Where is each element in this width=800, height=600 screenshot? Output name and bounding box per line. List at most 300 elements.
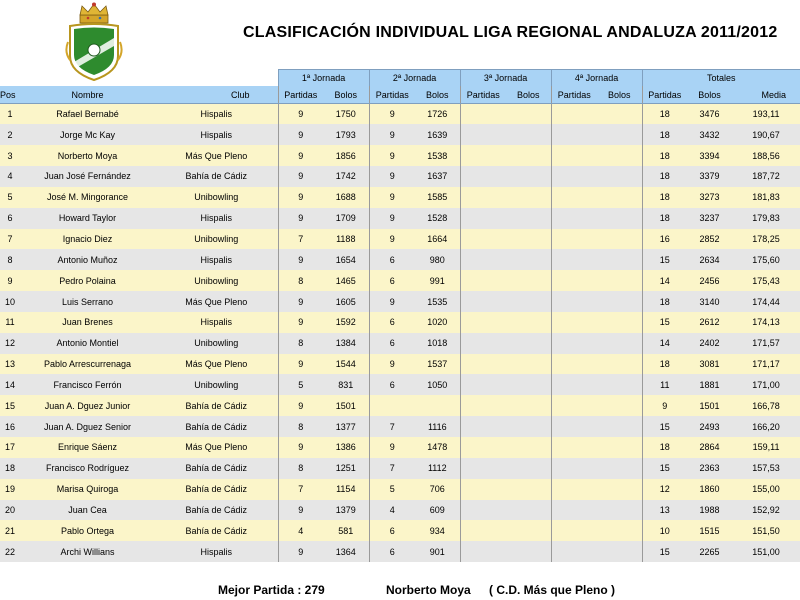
row-j3-bolos [506,104,551,125]
row-j3-bolos [506,520,551,541]
row-j2-bolos: 1528 [415,208,460,229]
row-club: Bahía de Cádiz [155,479,278,500]
row-club: Unibowling [155,374,278,395]
row-j1-bolos: 1605 [323,291,369,312]
row-j1-partidas: 9 [278,395,323,416]
row-pos: 9 [0,270,20,291]
row-j4-partidas [551,291,597,312]
row-nombre: Antonio Montiel [20,333,155,354]
row-club: Unibowling [155,229,278,250]
row-j3-bolos [506,270,551,291]
row-pos: 5 [0,187,20,208]
row-total-partidas: 18 [642,104,687,125]
row-nombre: Ignacio Diez [20,229,155,250]
col-header-pos: Pos [0,86,20,104]
row-club: Bahía de Cádiz [155,458,278,479]
row-j4-partidas [551,187,597,208]
row-j1-partidas: 9 [278,437,323,458]
row-j1-bolos: 831 [323,374,369,395]
row-j4-partidas [551,249,597,270]
row-media: 190,67 [732,124,800,145]
row-j3-partidas [460,208,506,229]
row-media: 179,83 [732,208,800,229]
row-nombre: Juan A. Dguez Junior [20,395,155,416]
row-total-bolos: 3476 [687,104,732,125]
row-media: 175,60 [732,249,800,270]
row-nombre: Norberto Moya [20,145,155,166]
row-club: Más Que Pleno [155,145,278,166]
row-j4-bolos [597,395,642,416]
row-media: 151,00 [732,541,800,562]
row-j2-partidas: 9 [369,437,415,458]
row-j4-partidas [551,479,597,500]
table-row [0,333,800,354]
row-j3-partidas [460,416,506,437]
row-j2-partidas: 6 [369,333,415,354]
row-total-partidas: 14 [642,333,687,354]
row-nombre: Pedro Polaina [20,270,155,291]
row-j3-bolos [506,187,551,208]
row-nombre: Enrique Sáenz [20,437,155,458]
row-j1-partidas: 9 [278,187,323,208]
row-j2-bolos: 934 [415,520,460,541]
row-j3-bolos [506,437,551,458]
row-j3-bolos [506,291,551,312]
row-j3-partidas [460,312,506,333]
row-j2-bolos: 980 [415,249,460,270]
row-j3-partidas [460,187,506,208]
row-media: 159,11 [732,437,800,458]
row-j4-bolos [597,249,642,270]
row-j2-bolos: 1478 [415,437,460,458]
row-j1-bolos: 1544 [323,354,369,375]
table-row [0,145,800,166]
table-row [0,124,800,145]
row-pos: 18 [0,458,20,479]
row-media: 193,11 [732,104,800,125]
row-j3-partidas [460,395,506,416]
row-j4-bolos [597,104,642,125]
row-pos: 17 [0,437,20,458]
col-header-j2-partidas: Partidas [369,86,415,104]
table-row [0,374,800,395]
row-j2-partidas: 9 [369,145,415,166]
row-j2-partidas: 6 [369,374,415,395]
row-media: 157,53 [732,458,800,479]
col-header-j1-bolos: Bolos [323,86,369,104]
row-j2-partidas: 9 [369,166,415,187]
row-j1-bolos: 1384 [323,333,369,354]
row-pos: 7 [0,229,20,250]
row-nombre: Juan A. Dguez Senior [20,416,155,437]
row-j1-bolos: 1465 [323,270,369,291]
row-total-partidas: 18 [642,187,687,208]
row-j3-bolos [506,312,551,333]
table-row [0,229,800,250]
row-j3-partidas [460,354,506,375]
row-total-partidas: 14 [642,270,687,291]
row-club: Bahía de Cádiz [155,500,278,521]
row-j3-partidas [460,124,506,145]
row-j2-bolos [415,395,460,416]
row-j4-bolos [597,500,642,521]
row-nombre: Jorge Mc Kay [20,124,155,145]
row-total-partidas: 18 [642,437,687,458]
table-row [0,541,800,562]
row-j1-bolos: 1386 [323,437,369,458]
row-total-bolos: 2634 [687,249,732,270]
row-j1-bolos: 1251 [323,458,369,479]
row-nombre: Juan Cea [20,500,155,521]
row-j4-partidas [551,208,597,229]
row-j1-partidas: 9 [278,166,323,187]
row-total-partidas: 16 [642,229,687,250]
row-media: 174,13 [732,312,800,333]
row-total-bolos: 2265 [687,541,732,562]
row-j2-bolos: 1537 [415,354,460,375]
row-club: Más Que Pleno [155,354,278,375]
row-pos: 10 [0,291,20,312]
row-total-partidas: 11 [642,374,687,395]
row-j2-bolos: 1116 [415,416,460,437]
table-row [0,395,800,416]
row-pos: 16 [0,416,20,437]
row-j3-partidas [460,479,506,500]
row-j2-partidas: 4 [369,500,415,521]
table-row [0,312,800,333]
row-total-bolos: 2493 [687,416,732,437]
row-j3-bolos [506,374,551,395]
row-j1-bolos: 1709 [323,208,369,229]
row-nombre: Archi Willians [20,541,155,562]
row-j4-bolos [597,208,642,229]
row-total-bolos: 2612 [687,312,732,333]
row-j2-partidas: 9 [369,124,415,145]
row-club: Unibowling [155,333,278,354]
row-j1-partidas: 9 [278,249,323,270]
row-j4-partidas [551,270,597,291]
row-nombre: Luis Serrano [20,291,155,312]
row-j4-bolos [597,437,642,458]
table-row [0,249,800,270]
row-pos: 12 [0,333,20,354]
row-j1-partidas: 9 [278,208,323,229]
row-j4-bolos [597,541,642,562]
row-j4-partidas [551,104,597,125]
row-j2-bolos: 609 [415,500,460,521]
row-total-partidas: 18 [642,124,687,145]
row-j2-bolos: 1535 [415,291,460,312]
row-pos: 15 [0,395,20,416]
row-j3-bolos [506,166,551,187]
row-pos: 2 [0,124,20,145]
row-j3-partidas [460,104,506,125]
row-j3-bolos [506,541,551,562]
row-j1-partidas: 5 [278,374,323,395]
row-j4-partidas [551,437,597,458]
row-total-bolos: 1881 [687,374,732,395]
row-j4-bolos [597,479,642,500]
table-row [0,208,800,229]
row-club: Unibowling [155,270,278,291]
row-j4-partidas [551,500,597,521]
row-j1-bolos: 1654 [323,249,369,270]
row-j4-partidas [551,333,597,354]
row-j2-partidas: 9 [369,187,415,208]
col-header-club: Club [155,86,278,104]
table-row [0,458,800,479]
row-club: Hispalis [155,208,278,229]
row-j3-bolos [506,479,551,500]
row-j2-bolos: 1639 [415,124,460,145]
table-row [0,270,800,291]
row-j3-partidas [460,437,506,458]
best-game-club: ( C.D. Más que Pleno ) [489,583,616,597]
row-j1-bolos: 1501 [323,395,369,416]
row-j3-partidas [460,458,506,479]
row-pos: 3 [0,145,20,166]
row-club: Bahía de Cádiz [155,395,278,416]
row-j1-partidas: 9 [278,104,323,125]
row-j4-bolos [597,229,642,250]
row-j1-bolos: 1154 [323,479,369,500]
row-media: 178,25 [732,229,800,250]
row-j2-partidas: 9 [369,229,415,250]
table-row [0,291,800,312]
row-j2-partidas: 6 [369,312,415,333]
crown-icon [80,3,108,24]
row-total-partidas: 18 [642,354,687,375]
row-nombre: Pablo Ortega [20,520,155,541]
row-j1-partidas: 9 [278,312,323,333]
row-j2-partidas [369,395,415,416]
page-title: CLASIFICACIÓN INDIVIDUAL LIGA REGIONAL ANDALUZA 2011/2012 [243,24,778,41]
row-j2-partidas: 9 [369,208,415,229]
row-media: 152,92 [732,500,800,521]
row-j2-partidas: 6 [369,270,415,291]
row-j1-bolos: 1793 [323,124,369,145]
row-j2-bolos: 1585 [415,187,460,208]
row-total-partidas: 18 [642,145,687,166]
row-nombre: Juan Brenes [20,312,155,333]
row-club: Unibowling [155,187,278,208]
col-header-total-bolos: Bolos [687,86,732,104]
row-j2-bolos: 1112 [415,458,460,479]
row-club: Bahía de Cádiz [155,416,278,437]
row-j4-bolos [597,458,642,479]
row-j4-bolos [597,333,642,354]
row-media: 151,50 [732,520,800,541]
row-total-bolos: 3081 [687,354,732,375]
row-media: 175,43 [732,270,800,291]
table-row [0,187,800,208]
row-nombre: Pablo Arrescurrenaga [20,354,155,375]
row-club: Hispalis [155,249,278,270]
row-total-bolos: 3237 [687,208,732,229]
group-header-row [0,70,800,87]
row-j2-partidas: 9 [369,354,415,375]
col-header-j3-partidas: Partidas [460,86,506,104]
row-j2-bolos: 901 [415,541,460,562]
row-total-partidas: 15 [642,249,687,270]
row-total-bolos: 3432 [687,124,732,145]
row-media: 166,78 [732,395,800,416]
row-j4-bolos [597,166,642,187]
table-row [0,166,800,187]
row-j3-bolos [506,395,551,416]
row-j2-partidas: 6 [369,541,415,562]
row-club: Hispalis [155,104,278,125]
row-j3-partidas [460,333,506,354]
row-media: 188,56 [732,145,800,166]
row-club: Más Que Pleno [155,291,278,312]
row-pos: 13 [0,354,20,375]
row-j3-bolos [506,354,551,375]
row-j3-partidas [460,520,506,541]
row-j3-partidas [460,229,506,250]
row-j1-bolos: 1742 [323,166,369,187]
row-j2-bolos: 1664 [415,229,460,250]
row-j2-partidas: 6 [369,249,415,270]
row-j1-partidas: 7 [278,229,323,250]
row-j1-partidas: 7 [278,479,323,500]
row-j3-partidas [460,145,506,166]
row-j1-partidas: 4 [278,520,323,541]
row-media: 181,83 [732,187,800,208]
row-j3-bolos [506,249,551,270]
row-total-bolos: 2456 [687,270,732,291]
row-j4-bolos [597,187,642,208]
row-j2-partidas: 9 [369,291,415,312]
row-total-bolos: 3273 [687,187,732,208]
row-j3-bolos [506,124,551,145]
row-media: 171,57 [732,333,800,354]
best-game-label: Mejor Partida : 279 [218,583,325,597]
row-media: 174,44 [732,291,800,312]
row-pos: 4 [0,166,20,187]
row-j4-bolos [597,520,642,541]
row-j4-bolos [597,291,642,312]
row-j4-bolos [597,354,642,375]
row-j1-bolos: 1592 [323,312,369,333]
group-header-j4: 4ª Jornada [551,70,642,87]
row-club: Hispalis [155,124,278,145]
row-j2-bolos: 991 [415,270,460,291]
row-pos: 22 [0,541,20,562]
row-j4-partidas [551,145,597,166]
row-j3-bolos [506,500,551,521]
row-j3-partidas [460,249,506,270]
row-j3-partidas [460,541,506,562]
row-j1-bolos: 581 [323,520,369,541]
row-pos: 21 [0,520,20,541]
row-j2-partidas: 7 [369,458,415,479]
row-club: Más Que Pleno [155,437,278,458]
row-j2-bolos: 1018 [415,333,460,354]
row-nombre: Francisco Ferrón [20,374,155,395]
row-j2-bolos: 1538 [415,145,460,166]
row-j4-bolos [597,145,642,166]
table-row [0,520,800,541]
col-header-j2-bolos: Bolos [415,86,460,104]
table-row [0,416,800,437]
row-nombre: Howard Taylor [20,208,155,229]
row-j1-partidas: 8 [278,416,323,437]
row-j3-partidas [460,166,506,187]
row-club: Hispalis [155,312,278,333]
row-j1-bolos: 1379 [323,500,369,521]
row-j3-bolos [506,333,551,354]
row-j2-partidas: 7 [369,416,415,437]
row-total-partidas: 15 [642,458,687,479]
table-row [0,354,800,375]
row-total-bolos: 2402 [687,333,732,354]
group-header-j1: 1ª Jornada [278,70,369,87]
row-j2-bolos: 1020 [415,312,460,333]
row-j4-bolos [597,416,642,437]
group-header-totales: Totales [642,70,800,87]
row-j2-bolos: 1637 [415,166,460,187]
row-j1-partidas: 9 [278,124,323,145]
row-club: Bahía de Cádiz [155,520,278,541]
row-total-bolos: 1501 [687,395,732,416]
row-pos: 6 [0,208,20,229]
row-j1-partidas: 8 [278,458,323,479]
row-j1-bolos: 1377 [323,416,369,437]
col-header-j4-partidas: Partidas [551,86,597,104]
row-j1-partidas: 8 [278,333,323,354]
row-j4-partidas [551,416,597,437]
row-total-bolos: 3379 [687,166,732,187]
row-j3-bolos [506,229,551,250]
classification-table [0,69,800,562]
row-nombre: Rafael Bernabé [20,104,155,125]
row-nombre: Francisco Rodríguez [20,458,155,479]
row-j2-bolos: 1050 [415,374,460,395]
row-j1-partidas: 9 [278,291,323,312]
row-total-partidas: 18 [642,208,687,229]
row-total-partidas: 10 [642,520,687,541]
table-row [0,437,800,458]
row-pos: 19 [0,479,20,500]
row-total-partidas: 15 [642,312,687,333]
row-j3-bolos [506,458,551,479]
row-j4-partidas [551,354,597,375]
row-j3-bolos [506,145,551,166]
row-j3-bolos [506,416,551,437]
row-j3-partidas [460,270,506,291]
row-j4-partidas [551,374,597,395]
row-j2-bolos: 706 [415,479,460,500]
row-club: Hispalis [155,541,278,562]
row-j1-partidas: 9 [278,541,323,562]
row-total-partidas: 18 [642,166,687,187]
row-media: 171,00 [732,374,800,395]
row-total-bolos: 1860 [687,479,732,500]
row-total-partidas: 15 [642,416,687,437]
row-total-bolos: 1515 [687,520,732,541]
table-row [0,479,800,500]
row-j4-partidas [551,124,597,145]
row-j4-bolos [597,270,642,291]
row-pos: 14 [0,374,20,395]
row-j1-bolos: 1688 [323,187,369,208]
row-media: 171,17 [732,354,800,375]
row-j4-partidas [551,520,597,541]
row-total-bolos: 2363 [687,458,732,479]
row-total-partidas: 18 [642,291,687,312]
best-game-player: Norberto Moya [386,583,471,597]
